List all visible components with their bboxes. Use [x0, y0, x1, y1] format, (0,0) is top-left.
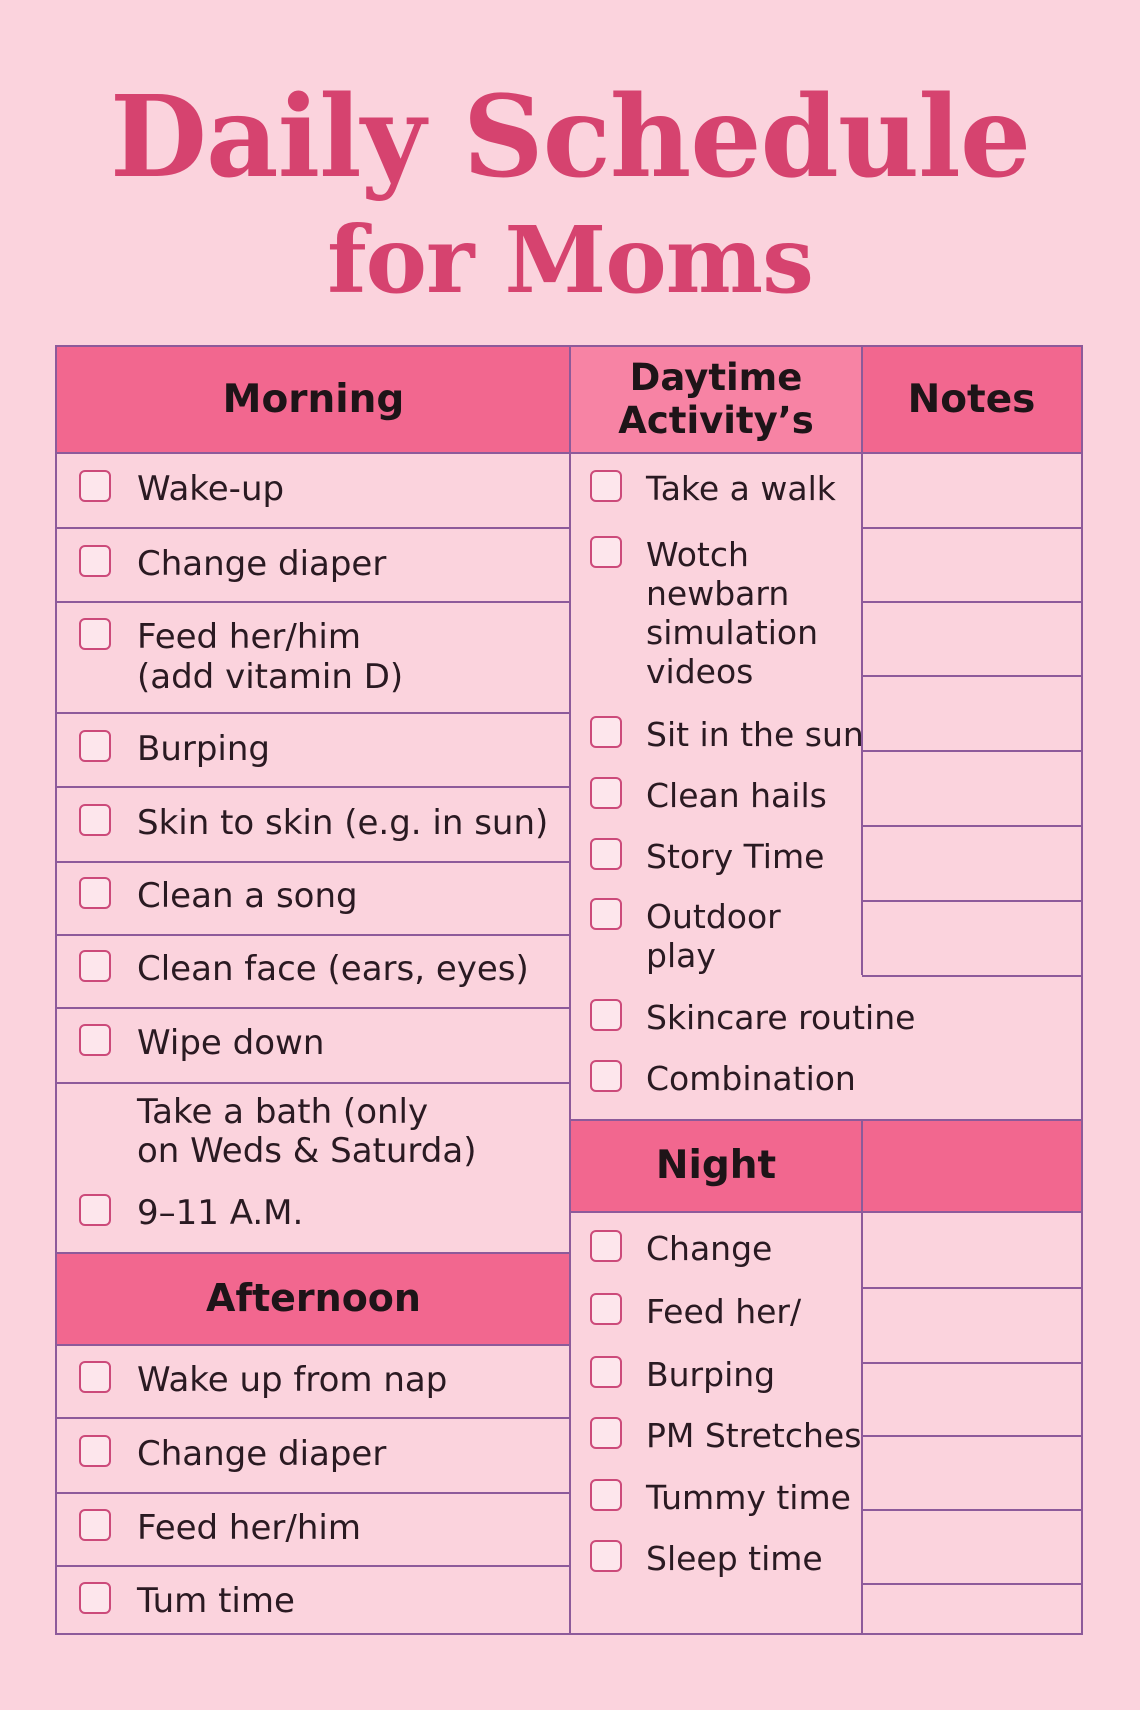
checkbox[interactable] [79, 877, 111, 909]
checkbox[interactable] [79, 804, 111, 836]
checkbox[interactable] [79, 950, 111, 982]
checkbox[interactable] [590, 1479, 622, 1511]
morning-header: Morning [57, 347, 570, 453]
checkbox[interactable] [79, 1509, 111, 1541]
morning-item-bath[interactable]: 9–11 A.M. [79, 1193, 303, 1233]
daytime-item[interactable]: Story Time [590, 837, 824, 876]
checkbox[interactable] [590, 1293, 622, 1325]
schedule-table [55, 345, 1083, 1635]
afternoon-item[interactable]: Change diaper [79, 1434, 386, 1474]
morning-item[interactable]: Feed her/him (add vitamin D) [79, 617, 403, 697]
checkbox[interactable] [79, 1435, 111, 1467]
checkbox[interactable] [79, 1582, 111, 1614]
morning-row-rule [57, 1007, 570, 1009]
notes-line [862, 900, 1081, 902]
divider-main [569, 347, 571, 1633]
afternoon-row-rule [57, 1492, 570, 1494]
morning-item[interactable]: Wipe down [79, 1023, 324, 1063]
checkbox[interactable] [590, 1060, 622, 1092]
checkbox[interactable] [79, 1024, 111, 1056]
night-header-top-rule [570, 1119, 1081, 1121]
morning-item[interactable]: Wake-up [79, 469, 284, 509]
morning-item[interactable]: Clean face (ears, eyes) [79, 949, 529, 989]
divider-notes-bottom [861, 1120, 863, 1633]
header-rule [57, 452, 1081, 454]
checkbox[interactable] [79, 1194, 111, 1226]
checkbox[interactable] [79, 1361, 111, 1393]
night-item[interactable]: Tummy time [590, 1478, 851, 1517]
night-item[interactable]: Burping [590, 1355, 775, 1394]
night-item[interactable]: Change [590, 1229, 772, 1268]
notes-line [862, 975, 1081, 977]
morning-row-rule [57, 712, 570, 714]
notes-line [862, 601, 1081, 603]
daytime-item[interactable]: Wotch newbarn simulation videos [590, 535, 818, 691]
morning-item[interactable]: Clean a song [79, 876, 358, 916]
morning-row-rule [57, 1082, 570, 1084]
night-item[interactable]: PM Stretches [590, 1416, 861, 1455]
title-line-1: Daily Schedule [109, 72, 1031, 203]
daytime-item[interactable]: Outdoor play [590, 897, 781, 975]
afternoon-header: Afternoon [57, 1253, 570, 1345]
afternoon-header-bottom-rule [57, 1344, 570, 1346]
morning-row-rule [57, 861, 570, 863]
night-item[interactable]: Feed her/ [590, 1292, 801, 1331]
notes-header: Notes [862, 347, 1081, 453]
checkbox[interactable] [590, 1540, 622, 1572]
night-notes-header [862, 1120, 1081, 1212]
bath-note: Take a bath (only on Weds & Saturda) [137, 1092, 477, 1171]
daytime-header: Daytime Activity’s [570, 347, 862, 453]
notes-line [862, 527, 1081, 529]
afternoon-item[interactable]: Feed her/him [79, 1508, 361, 1548]
afternoon-header-top-rule [57, 1252, 570, 1254]
checkbox[interactable] [590, 999, 622, 1031]
checkbox[interactable] [590, 1356, 622, 1388]
night-item[interactable]: Sleep time [590, 1539, 823, 1578]
morning-row-rule [57, 601, 570, 603]
checkbox[interactable] [79, 618, 111, 650]
daytime-item[interactable]: Clean hails [590, 776, 827, 815]
title-line-2: for Moms [327, 206, 813, 314]
checkbox[interactable] [79, 730, 111, 762]
notes-line [862, 750, 1081, 752]
night-notes-line [862, 1287, 1081, 1289]
morning-row-rule [57, 527, 570, 529]
afternoon-row-rule [57, 1565, 570, 1567]
morning-item[interactable]: Skin to skin (e.g. in sun) [79, 803, 548, 843]
checkbox[interactable] [79, 545, 111, 577]
notes-line [862, 675, 1081, 677]
night-notes-line [862, 1509, 1081, 1511]
night-notes-line [862, 1583, 1081, 1585]
checkbox[interactable] [590, 470, 622, 502]
checkbox[interactable] [590, 777, 622, 809]
checkbox[interactable] [590, 838, 622, 870]
divider-notes-top [861, 347, 863, 975]
daytime-item[interactable]: Skincare routine [590, 998, 915, 1037]
morning-item[interactable]: Burping [79, 729, 270, 769]
afternoon-row-rule [57, 1417, 570, 1419]
daytime-item[interactable]: Take a walk [590, 469, 836, 508]
notes-line [862, 825, 1081, 827]
night-header-bottom-rule [570, 1211, 1081, 1213]
morning-row-rule [57, 934, 570, 936]
checkbox[interactable] [590, 898, 622, 930]
morning-item[interactable]: Change diaper [79, 544, 386, 584]
afternoon-item[interactable]: Wake up from nap [79, 1360, 447, 1400]
night-header: Night [570, 1120, 862, 1212]
checkbox[interactable] [590, 536, 622, 568]
checkbox[interactable] [590, 1417, 622, 1449]
night-notes-line [862, 1362, 1081, 1364]
afternoon-item[interactable]: Tum time [79, 1581, 295, 1621]
night-notes-line [862, 1435, 1081, 1437]
checkbox[interactable] [79, 470, 111, 502]
checkbox[interactable] [590, 716, 622, 748]
checkbox[interactable] [590, 1230, 622, 1262]
daytime-item[interactable]: Combination [590, 1059, 856, 1098]
daytime-item[interactable]: Sit in the sun [590, 715, 864, 754]
morning-row-rule [57, 786, 570, 788]
